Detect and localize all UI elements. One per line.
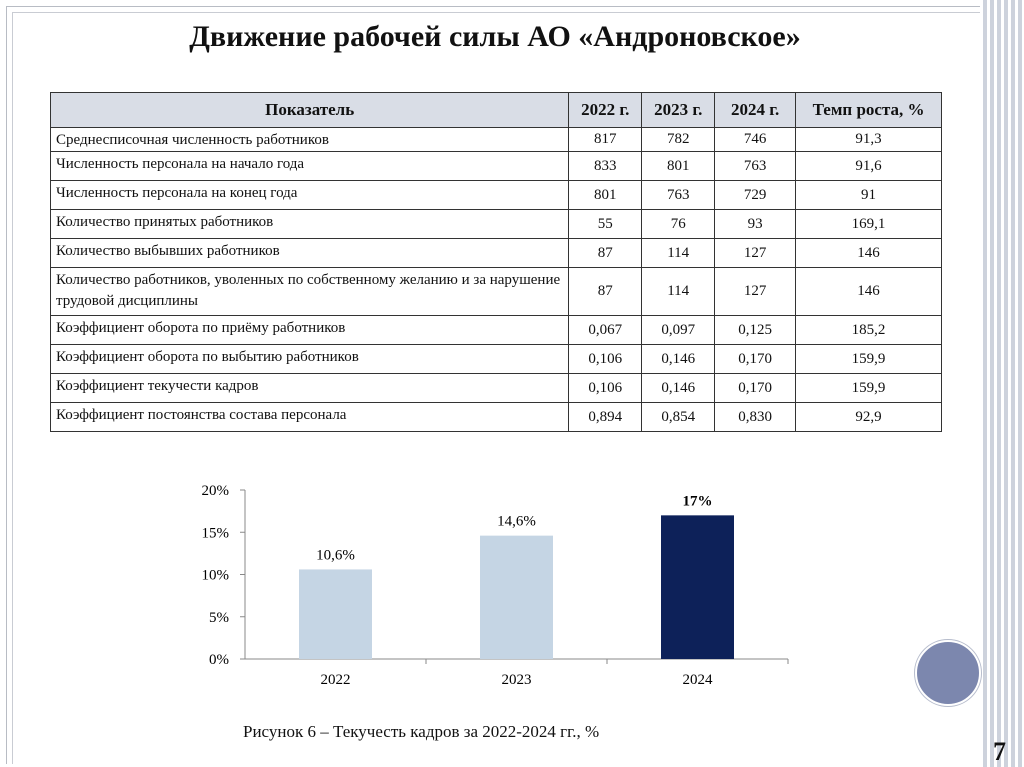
cell-2023: 782 — [642, 128, 715, 152]
y-tick-label: 5% — [209, 609, 229, 626]
x-tick-label-2022: 2022 — [320, 672, 351, 688]
table-row — [51, 181, 942, 210]
cell-2024: 0,170 — [715, 374, 796, 403]
row-label: Численность персонала на конец года — [51, 181, 569, 210]
cell-2022: 87 — [569, 268, 642, 316]
cell-2024: 0,125 — [715, 316, 796, 345]
cell-2024: 93 — [715, 210, 796, 239]
row-label: Численность персонала на начало года — [51, 152, 569, 181]
data-label-2024: 17% — [682, 493, 713, 510]
row-label: Количество выбывших работников — [51, 239, 569, 268]
cell-growth: 92,9 — [796, 403, 942, 432]
header-growth: Темп роста, % — [796, 93, 942, 128]
bar-2024 — [661, 515, 734, 659]
bar-2022 — [299, 569, 372, 659]
cell-2024: 746 — [715, 128, 796, 152]
bar-2023 — [480, 536, 553, 659]
cell-2024: 763 — [715, 152, 796, 181]
cell-2022: 817 — [569, 128, 642, 152]
y-tick-label: 0% — [209, 652, 229, 668]
cell-growth: 159,9 — [796, 374, 942, 403]
cell-growth: 159,9 — [796, 345, 942, 374]
table-row — [51, 152, 942, 181]
turnover-chart — [170, 478, 810, 698]
y-tick-label: 10% — [201, 567, 229, 584]
row-label: Количество принятых работников — [51, 210, 569, 239]
table-row — [51, 210, 942, 239]
header-2023: 2023 г. — [642, 93, 715, 128]
decorative-stripes — [980, 0, 1024, 767]
table-row — [51, 345, 942, 374]
cell-2023: 76 — [642, 210, 715, 239]
row-label: Коэффициент текучести кадров — [51, 374, 569, 403]
cell-2023: 114 — [642, 268, 715, 316]
cell-2022: 0,894 — [569, 403, 642, 432]
cell-growth: 91 — [796, 181, 942, 210]
cell-growth: 146 — [796, 239, 942, 268]
cell-growth: 91,3 — [796, 128, 942, 152]
table-header-row — [51, 93, 942, 128]
row-label: Коэффициент постоянства состава персонала — [51, 403, 569, 432]
cell-2022: 0,067 — [569, 316, 642, 345]
row-label: Количество работников, уволенных по собственному желанию и за нарушение трудовой дисциплины — [51, 268, 569, 316]
cell-2023: 763 — [642, 181, 715, 210]
table-row — [51, 403, 942, 432]
cell-2022: 833 — [569, 152, 642, 181]
cell-2022: 87 — [569, 239, 642, 268]
data-label-2022: 10,6% — [316, 547, 355, 564]
cell-2023: 0,097 — [642, 316, 715, 345]
row-label: Коэффициент оборота по приёму работников — [51, 316, 569, 345]
cell-growth: 91,6 — [796, 152, 942, 181]
figure-caption: Рисунок 6 – Текучесть кадров за 2022-2024 гг., % — [243, 722, 600, 741]
cell-2022: 0,106 — [569, 374, 642, 403]
cell-2024: 0,830 — [715, 403, 796, 432]
table-row — [51, 316, 942, 345]
table-row — [51, 374, 942, 403]
cell-2024: 127 — [715, 239, 796, 268]
cell-2022: 55 — [569, 210, 642, 239]
y-tick-label: 20% — [201, 483, 229, 499]
header-2024: 2024 г. — [715, 93, 796, 128]
decorative-circle — [915, 640, 981, 706]
header-2022: 2022 г. — [569, 93, 642, 128]
row-label: Среднесписочная численность работников — [51, 128, 569, 152]
header-indicator: Показатель — [51, 93, 569, 128]
x-tick-label-2024: 2024 — [682, 672, 713, 688]
data-label-2023: 14,6% — [497, 513, 536, 530]
slide-title: Движение рабочей силы АО «Андроновское» — [189, 20, 801, 53]
cell-2022: 0,106 — [569, 345, 642, 374]
cell-2024: 127 — [715, 268, 796, 316]
table-row — [51, 128, 942, 152]
cell-2023: 801 — [642, 152, 715, 181]
table-row — [51, 239, 942, 268]
cell-2023: 0,146 — [642, 374, 715, 403]
table-row — [51, 268, 942, 316]
cell-2023: 0,854 — [642, 403, 715, 432]
cell-2023: 0,146 — [642, 345, 715, 374]
y-tick-label: 15% — [201, 525, 229, 542]
cell-growth: 169,1 — [796, 210, 942, 239]
cell-2023: 114 — [642, 239, 715, 268]
workforce-table — [50, 92, 942, 432]
cell-2024: 0,170 — [715, 345, 796, 374]
x-tick-label-2023: 2023 — [501, 672, 532, 688]
cell-growth: 185,2 — [796, 316, 942, 345]
cell-2022: 801 — [569, 181, 642, 210]
cell-2024: 729 — [715, 181, 796, 210]
cell-growth: 146 — [796, 268, 942, 316]
row-label: Коэффициент оборота по выбытию работников — [51, 345, 569, 374]
page-number: 7 — [993, 737, 1006, 766]
